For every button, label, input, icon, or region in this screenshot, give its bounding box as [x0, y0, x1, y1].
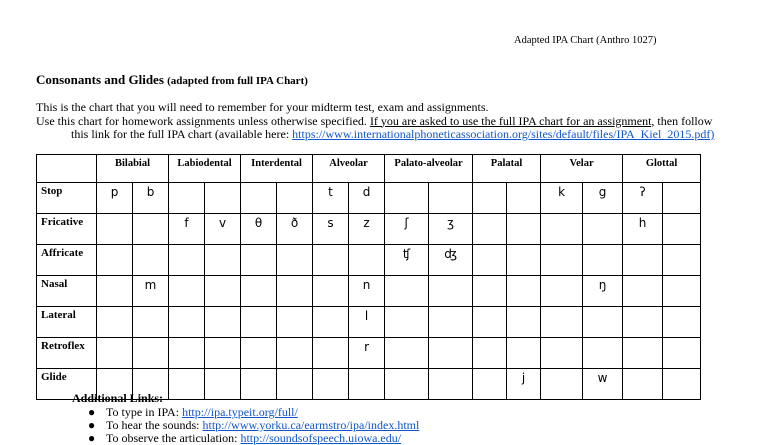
symbol-cell: ʧ	[385, 245, 429, 276]
symbol-cell	[473, 307, 507, 338]
symbol-cell	[507, 214, 541, 245]
symbol-cell	[541, 245, 583, 276]
place-header: Alveolar	[313, 155, 385, 183]
symbol-cell	[169, 276, 205, 307]
title-subtitle: (adapted from full IPA Chart)	[167, 75, 308, 87]
table-row	[37, 214, 701, 245]
symbol-cell	[169, 183, 205, 214]
symbol-cell	[507, 307, 541, 338]
symbol-cell	[429, 369, 473, 400]
symbol-cell: ð	[277, 214, 313, 245]
symbol-cell: ʃ	[385, 214, 429, 245]
table-row	[37, 338, 701, 369]
symbol-cell: k	[541, 183, 583, 214]
symbol-cell: b	[133, 183, 169, 214]
place-header: Velar	[541, 155, 623, 183]
symbol-cell	[277, 183, 313, 214]
symbol-cell	[205, 245, 241, 276]
intro-paragraph	[36, 101, 776, 142]
link-label: To hear the sounds:	[106, 418, 203, 432]
table-row	[37, 245, 701, 276]
intro-underlined-text: If you are asked to use the full IPA chart for an assignment,	[369, 113, 655, 128]
symbol-cell	[583, 307, 623, 338]
full-ipa-chart-link[interactable]: https://www.internationalphoneticassociation.org/sites/default/files/IPA_Kiel_2015.pdf)	[292, 127, 715, 141]
place-header: Bilabial	[97, 155, 169, 183]
symbol-cell	[429, 276, 473, 307]
symbol-cell	[663, 214, 701, 245]
symbol-cell	[385, 276, 429, 307]
symbol-cell: r	[349, 338, 385, 369]
symbol-cell: d	[349, 183, 385, 214]
symbol-cell	[205, 276, 241, 307]
symbol-cell	[205, 183, 241, 214]
symbol-cell	[133, 307, 169, 338]
symbol-cell: n	[349, 276, 385, 307]
symbol-cell	[241, 276, 277, 307]
table-header-row	[37, 155, 701, 183]
links-heading: Additional Links:	[72, 391, 164, 405]
symbol-cell	[429, 307, 473, 338]
ipa-typeit-link[interactable]: http://ipa.typeit.org/full/	[182, 405, 298, 419]
bullet-icon: ●	[88, 431, 96, 445]
symbol-cell: p	[97, 183, 133, 214]
intro-line-3-text: this link for the full IPA chart (available here:	[71, 127, 293, 141]
symbol-cell	[541, 276, 583, 307]
symbol-cell	[473, 214, 507, 245]
symbol-cell	[507, 276, 541, 307]
list-item	[72, 432, 419, 445]
symbol-cell	[277, 276, 313, 307]
symbol-cell	[97, 245, 133, 276]
symbol-cell	[349, 245, 385, 276]
symbol-cell	[663, 276, 701, 307]
symbol-cell	[385, 307, 429, 338]
symbol-cell	[623, 245, 663, 276]
manner-label: Glide	[37, 369, 97, 400]
articulation-link[interactable]: http://soundsofspeech.uiowa.edu/	[240, 431, 402, 445]
symbol-cell	[241, 183, 277, 214]
symbol-cell: g	[583, 183, 623, 214]
table-row	[37, 307, 701, 338]
symbol-cell: l	[349, 307, 385, 338]
symbol-cell	[133, 338, 169, 369]
place-header: Interdental	[241, 155, 313, 183]
manner-label: Affricate	[37, 245, 97, 276]
symbol-cell	[241, 307, 277, 338]
symbol-cell	[169, 245, 205, 276]
symbol-cell: m	[133, 276, 169, 307]
place-header: Glottal	[623, 155, 701, 183]
symbol-cell	[583, 214, 623, 245]
manner-label: Lateral	[37, 307, 97, 338]
symbol-cell	[507, 245, 541, 276]
symbol-cell	[313, 245, 349, 276]
symbol-cell: f	[169, 214, 205, 245]
symbol-cell	[473, 369, 507, 400]
symbol-cell: ʔ	[623, 183, 663, 214]
manner-label: Retroflex	[37, 338, 97, 369]
links-list	[72, 406, 419, 445]
symbol-cell	[623, 338, 663, 369]
manner-label: Nasal	[37, 276, 97, 307]
symbol-cell	[623, 307, 663, 338]
symbol-cell	[313, 307, 349, 338]
intro-line-3	[36, 128, 776, 142]
symbol-cell	[473, 338, 507, 369]
symbol-cell	[663, 245, 701, 276]
symbol-cell	[507, 338, 541, 369]
symbol-cell	[473, 183, 507, 214]
manner-label: Stop	[37, 183, 97, 214]
symbol-cell: v	[205, 214, 241, 245]
symbol-cell	[133, 214, 169, 245]
place-header: Labiodental	[169, 155, 241, 183]
bullet-icon: ●	[88, 418, 96, 432]
symbol-cell: z	[349, 214, 385, 245]
intro-line-2	[36, 115, 776, 129]
symbol-cell	[385, 338, 429, 369]
symbol-cell	[541, 338, 583, 369]
symbol-cell: θ	[241, 214, 277, 245]
symbol-cell	[583, 245, 623, 276]
corner-cell	[37, 155, 97, 183]
symbol-cell	[663, 183, 701, 214]
page-title	[36, 72, 308, 88]
symbol-cell: j	[507, 369, 541, 400]
symbol-cell	[205, 307, 241, 338]
symbol-cell	[473, 276, 507, 307]
symbol-cell	[97, 338, 133, 369]
table-row	[37, 276, 701, 307]
symbol-cell	[473, 245, 507, 276]
symbol-cell	[385, 183, 429, 214]
symbol-cell	[541, 214, 583, 245]
table-row	[37, 183, 701, 214]
symbol-cell	[623, 369, 663, 400]
symbol-cell	[169, 338, 205, 369]
symbol-cell	[623, 276, 663, 307]
symbol-cell: w	[583, 369, 623, 400]
symbol-cell	[169, 307, 205, 338]
symbol-cell	[205, 338, 241, 369]
link-label: To type in IPA:	[106, 405, 183, 419]
symbol-cell: h	[623, 214, 663, 245]
symbol-cell	[429, 183, 473, 214]
symbol-cell	[541, 369, 583, 400]
intro-line-1: This is the chart that you will need to remember for your midterm test, exam and assignments.	[36, 100, 489, 114]
symbol-cell: ŋ	[583, 276, 623, 307]
bullet-icon: ●	[88, 405, 96, 419]
symbol-cell: t	[313, 183, 349, 214]
symbol-cell	[583, 338, 623, 369]
manner-label: Fricative	[37, 214, 97, 245]
symbol-cell	[429, 338, 473, 369]
intro-line-2-text: Use this chart for homework assignments unless otherwise specified.	[36, 113, 370, 128]
symbol-cell	[97, 214, 133, 245]
document-header: Adapted IPA Chart (Anthro 1027)	[514, 35, 657, 46]
additional-links	[72, 391, 419, 445]
ipa-consonant-table	[36, 154, 701, 400]
symbol-cell	[241, 245, 277, 276]
intro-line-2-tail: then follow	[654, 113, 713, 128]
symbol-cell	[97, 307, 133, 338]
hear-sounds-link[interactable]: http://www.yorku.ca/earmstro/ipa/index.html	[202, 418, 420, 432]
symbol-cell	[663, 369, 701, 400]
link-label: To observe the articulation:	[106, 431, 241, 445]
title-main: Consonants and Glides	[36, 72, 164, 87]
symbol-cell	[277, 338, 313, 369]
symbol-cell	[507, 183, 541, 214]
place-header: Palatal	[473, 155, 541, 183]
symbol-cell	[133, 245, 169, 276]
symbol-cell	[277, 245, 313, 276]
symbol-cell	[663, 307, 701, 338]
symbol-cell	[541, 307, 583, 338]
symbol-cell: ʤ	[429, 245, 473, 276]
symbol-cell	[313, 276, 349, 307]
symbol-cell: s	[313, 214, 349, 245]
symbol-cell	[277, 307, 313, 338]
symbol-cell: ʒ	[429, 214, 473, 245]
symbol-cell	[313, 338, 349, 369]
place-header: Palato-alveolar	[385, 155, 473, 183]
symbol-cell	[663, 338, 701, 369]
symbol-cell	[241, 338, 277, 369]
symbol-cell	[97, 276, 133, 307]
